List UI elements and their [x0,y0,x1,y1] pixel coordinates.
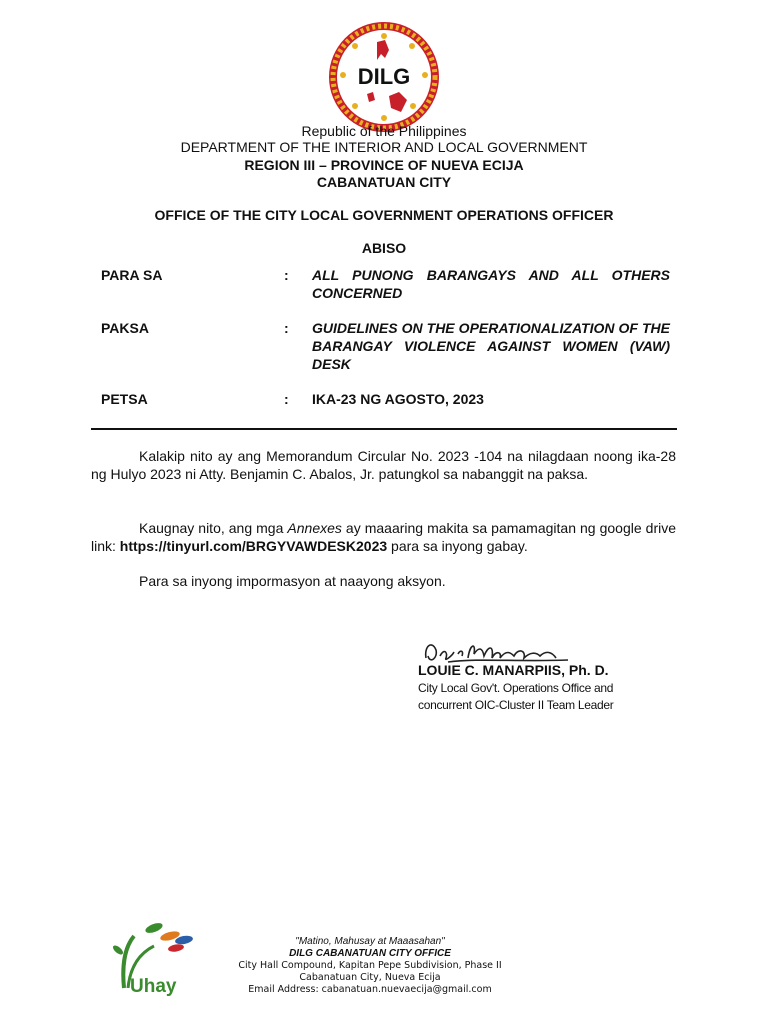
footer-address-1: City Hall Compound, Kapitan Pepe Subdivision, Phase II [238,960,502,971]
header-region: REGION III – PROVINCE OF NUEVA ECIJA [244,157,524,173]
document-title: ABISO [361,240,407,256]
date-colon: : [284,391,289,407]
body-paragraph-1-text: Kalakip nito ay ang Memorandum Circular No. 2023 -104 na nilagdaan noong ika-28 ng Hulyo 2023 ni Atty. Benjamin C. Abalos, Jr. patungkol sa nabanggit na paksa. [91,448,676,482]
separator-line [91,428,677,430]
footer-address-2: Cabanatuan City, Nueva Ecija [299,972,441,983]
to-colon: : [284,267,289,283]
subject-colon: : [284,320,289,336]
office-title: OFFICE OF THE CITY LOCAL GOVERNMENT OPERATIONS OFFICER [154,207,614,223]
signatory-title-1: City Local Gov't. Operations Office and [418,681,614,695]
to-value: ALL PUNONG BARANGAYS AND ALL OTHERS CONCERNED [312,267,670,301]
date-label: PETSA [101,391,148,407]
uhay-logo [110,918,202,998]
signatory-title-2: concurrent OIC-Cluster II Team Leader [418,698,614,712]
drive-link[interactable]: https://tinyurl.com/BRGYVAWDESK2023 [119,538,388,554]
footer-office-name: DILG CABANATUAN CITY OFFICE [289,948,451,959]
body-paragraph-1 [91,447,676,483]
footer-motto: "Matino, Mahusay at Maaasahan" [295,936,445,947]
signatory-name: LOUIE C. MANARPIIS, Ph. D. [418,662,609,678]
p2-annexes: Annexes [287,520,342,536]
p2-text-c: para sa inyong gabay. [387,538,528,554]
p2-text-b: ay maaaring makita sa pamamagitan ng google drive link: [91,520,676,554]
body-paragraph-2 [91,519,676,555]
p2-text-a: Kaugnay nito, ang mga [139,520,288,536]
header-city: CABANATUAN CITY [316,174,452,190]
body-paragraph-3 [91,572,676,590]
date-value: IKA-23 NG AGOSTO, 2023 [312,391,484,407]
to-label: PARA SA [101,267,163,283]
body-paragraph-3-text: Para sa inyong impormasyon at naayong aksyon. [139,573,446,589]
subject-value: GUIDELINES ON THE OPERATIONALIZATION OF THE BARANGAY VIOLENCE AGAINST WOMEN (VAW) DESK [312,320,670,372]
seal-text: DILG [357,64,411,89]
header-republic: Republic of the Philippines [301,123,467,139]
footer-email[interactable]: Email Address: cabanatuan.nuevaecija@gmail.com [248,984,492,995]
uhay-logo-text: Uhay [130,976,177,997]
dilg-seal [327,20,441,134]
subject-label: PAKSA [101,320,149,336]
header-department: DEPARTMENT OF THE INTERIOR AND LOCAL GOVERNMENT [180,139,588,155]
